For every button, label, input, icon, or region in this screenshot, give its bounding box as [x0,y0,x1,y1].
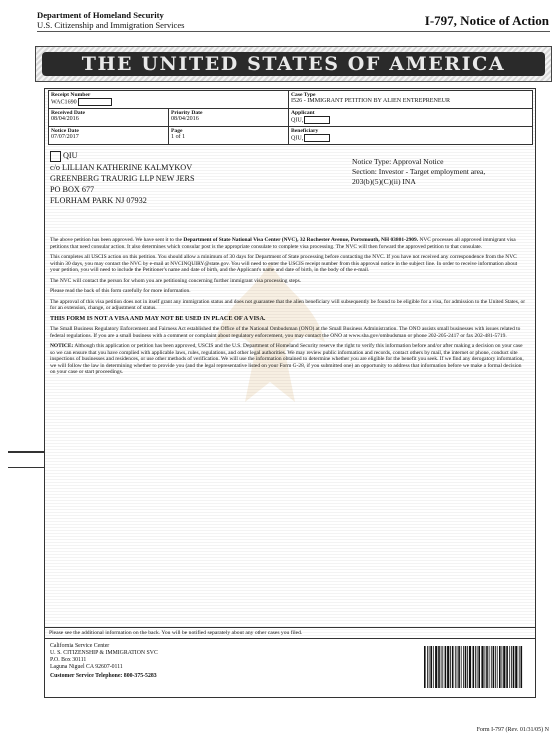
paragraph-read-back: Please read the back of this form carefully for more information. [50,288,191,294]
service-center-box: P.O. Box 30111 [50,657,87,664]
paragraph-uscis-action: This completes all USCIS action on this petition. You should allow a minimum of 30 days for Department of State processing before contacting the NVC. If you have not received any correspondence from the NVC within 30 days, you may contact the NVC by e-mail at NVCINQUIRY@state.gov. You will need to enter the USCIS receipt number from this approval notice in the subject line. In order to receive information about your petition, you will need to include the Petitioner's name and date of birth, and the Applicant's name and date of birth, in the body of the e-mail. [50,254,518,273]
receipt-cell [48,90,290,109]
barcode-bar [427,646,428,688]
barcode-bar [478,646,480,688]
address-line-5: FLORHAM PARK NJ 07932 [50,195,147,205]
header-rule [37,31,550,32]
barcode-bar [458,646,460,688]
barcode-bar [455,646,456,688]
barcode-bar [438,646,440,688]
service-center-name: California Service Center [50,643,110,649]
applicant-cell [288,108,533,127]
barcode-bar [491,646,492,688]
notice-date-value: 07/07/2017 [51,134,79,141]
margin-mark [8,451,44,453]
redaction-box [304,116,330,124]
barcode-bar [486,646,488,688]
priority-value: 08/04/2016 [171,116,199,123]
form-number: Form I-797 (Rev. 01/31/05) N [476,727,549,733]
barcode-bar [429,646,430,688]
barcode-bar [515,646,517,688]
barcode-bar [503,646,505,688]
barcode-bar [461,646,462,688]
case-type-value: I526 - IMMIGRANT PETITION BY ALIEN ENTREPRENEUR [291,98,451,105]
barcode-bar [445,646,447,688]
barcode-bar [452,646,454,688]
receipt-value: WAC1690 [51,99,77,106]
receipt-label: Receipt Number [51,92,91,98]
barcode-bar [450,646,451,688]
barcode-bar [467,646,468,688]
notice-body [50,237,528,380]
margin-mark [8,467,44,469]
page-value: 1 of 1 [171,134,186,141]
barcode-bar [433,646,434,688]
banner-plate [42,52,545,76]
applicant-value: QIU, [291,117,304,124]
barcode-bar [485,646,486,688]
barcode-bar [477,646,478,688]
notice-section: Section: Investor - Target employment area, [352,167,486,177]
paragraph-notice: NOTICE: Although this application or petition has been approved, USCIS and the U.S. Department of Homeland Security reserve the right to verify this information before and/or after making a decision on your case so we can ensure that you have complied with applicable laws, rules, regulations, and other legal authorities. We may review public information and records, contact others by mail, the internet or phone, conduct site inspections of businesses and residences, or use other methods of verification. We will use the information obtained to determine whether you are eligible for the benefit you seek. If we find any derogatory information, we will follow the law in determining whether to provide you (and the legal representative listed on your Form G-28, if you submitted one) an opportunity to address that information before we make a formal decision on your case or start proceedings. [50,343,524,375]
barcode-bar [506,646,508,688]
barcode-bar [489,646,490,688]
beneficiary-value: QIU, [291,135,304,142]
barcode-bar [513,646,515,688]
paragraph-nvc-contact: The NVC will contact the person for whom you are petitioning concerning further immigrant visa processing steps. [50,277,302,284]
redaction-box [50,151,61,162]
barcode-bar [424,646,426,688]
form-title: I-797, Notice of Action [424,13,549,28]
customer-service-phone: Customer Service Telephone: 800-375-5283 [50,673,157,680]
address-line-1: QIU [63,151,78,160]
received-value: 08/04/2016 [51,116,79,123]
barcode-bar [447,646,449,688]
agency-name: Department of Homeland Security [37,10,164,20]
notice-date-label: Notice Date [51,128,79,134]
barcode-bar [457,646,458,688]
service-center-address [50,643,158,680]
paragraph-approval-status: The approval of this visa petition does not in itself grant any immigration status and does not guarantee that the alien beneficiary will subsequently be found to be eligible for a visa, for admission to the United States, or for an extension, change, or adjustment of status. [50,298,526,311]
barcode-bar [493,646,495,688]
barcode-bar [521,646,523,688]
barcode-bar [442,646,443,688]
service-center-city: Laguna Niguel CA 92607-0111 [50,664,123,671]
beneficiary-label: Beneficiary [291,128,319,134]
notice-section-code: 203(b)(5)(C)(ii) INA [352,177,416,187]
notice-date-cell [48,126,170,145]
banner [35,46,552,82]
priority-cell [168,108,290,127]
not-a-visa-warning: THIS FORM IS NOT A VISA AND MAY NOT BE USED IN PLACE OF A VISA. [50,314,266,322]
paragraph-nvc: The above petition has been approved. We have sent it to the Department of State National Visa Center (NVC), 32 Rochester Avenue, Portsmouth, NH 03801-2909. NVC processes all approved immigrant visa petitions that need consular action. It also determines which consular post is the appropriate consulate to complete visa processing. The NVC will then forward the approved petition to that consulate. [50,237,516,250]
barcode-bar [495,646,496,688]
redaction-box [304,134,330,142]
applicant-label: Applicant [291,110,315,116]
barcode-bar [435,646,437,688]
case-type-cell [288,90,533,109]
page-label: Page [171,128,183,134]
barcode-bar [502,646,503,688]
barcode-bar [473,646,475,688]
received-label: Received Date [51,110,86,116]
agency-header [37,10,185,30]
address-line-2: c/o LILLIAN KATHERINE KALMYKOV [50,162,193,172]
subagency-name: U.S. Citizenship and Immigration Services [37,20,185,30]
beneficiary-cell [288,126,533,145]
barcode-bar [475,646,476,688]
barcode-icon [424,646,524,688]
mailing-address [50,150,195,206]
margin-marks [8,451,44,482]
barcode-bar [519,646,520,688]
service-center-agency: U. S. CITIZENSHIP & IMMIGRATION SVC [50,650,158,657]
priority-label: Priority Date [171,110,203,116]
notice-type: Notice Type: Approval Notice [352,157,444,166]
barcode-bar [511,646,512,688]
paragraph-ombudsman: The Small Business Regulatory Enforcement and Fairness Act established the Office of the National Ombudsman (ONO) at the Small Business Administration. The ONO assists small businesses with issues related to federal regulations. If you are a small business with a comment or complaint about regulatory enforcement, you may contact the ONO at www.sba.gov/ombudsman or phone 202-205-2417 or fax 202-481-5719. [50,326,521,339]
case-type-label: Case Type [291,92,316,98]
received-cell [48,108,170,127]
barcode-bar [463,646,464,688]
additional-info-line: Please see the additional information on the back. You will be notified separately about any other cases you filed. [45,627,535,636]
barcode-bar [509,646,510,688]
address-line-4: PO BOX 677 [50,184,95,194]
barcode-bar [441,646,442,688]
notice-type-block [352,157,485,188]
barcode-bar [497,646,498,688]
redaction-box [78,98,112,106]
page-cell [168,126,290,145]
barcode-bar [481,646,483,688]
barcode-bar [465,646,467,688]
barcode-bar [430,646,432,688]
barcode-bar [499,646,501,688]
address-line-3: GREENBERG TRAURIG LLP NEW JERS [50,173,195,183]
banner-text: THE UNITED STATES OF AMERICA [81,53,506,75]
barcode-bar [469,646,471,688]
